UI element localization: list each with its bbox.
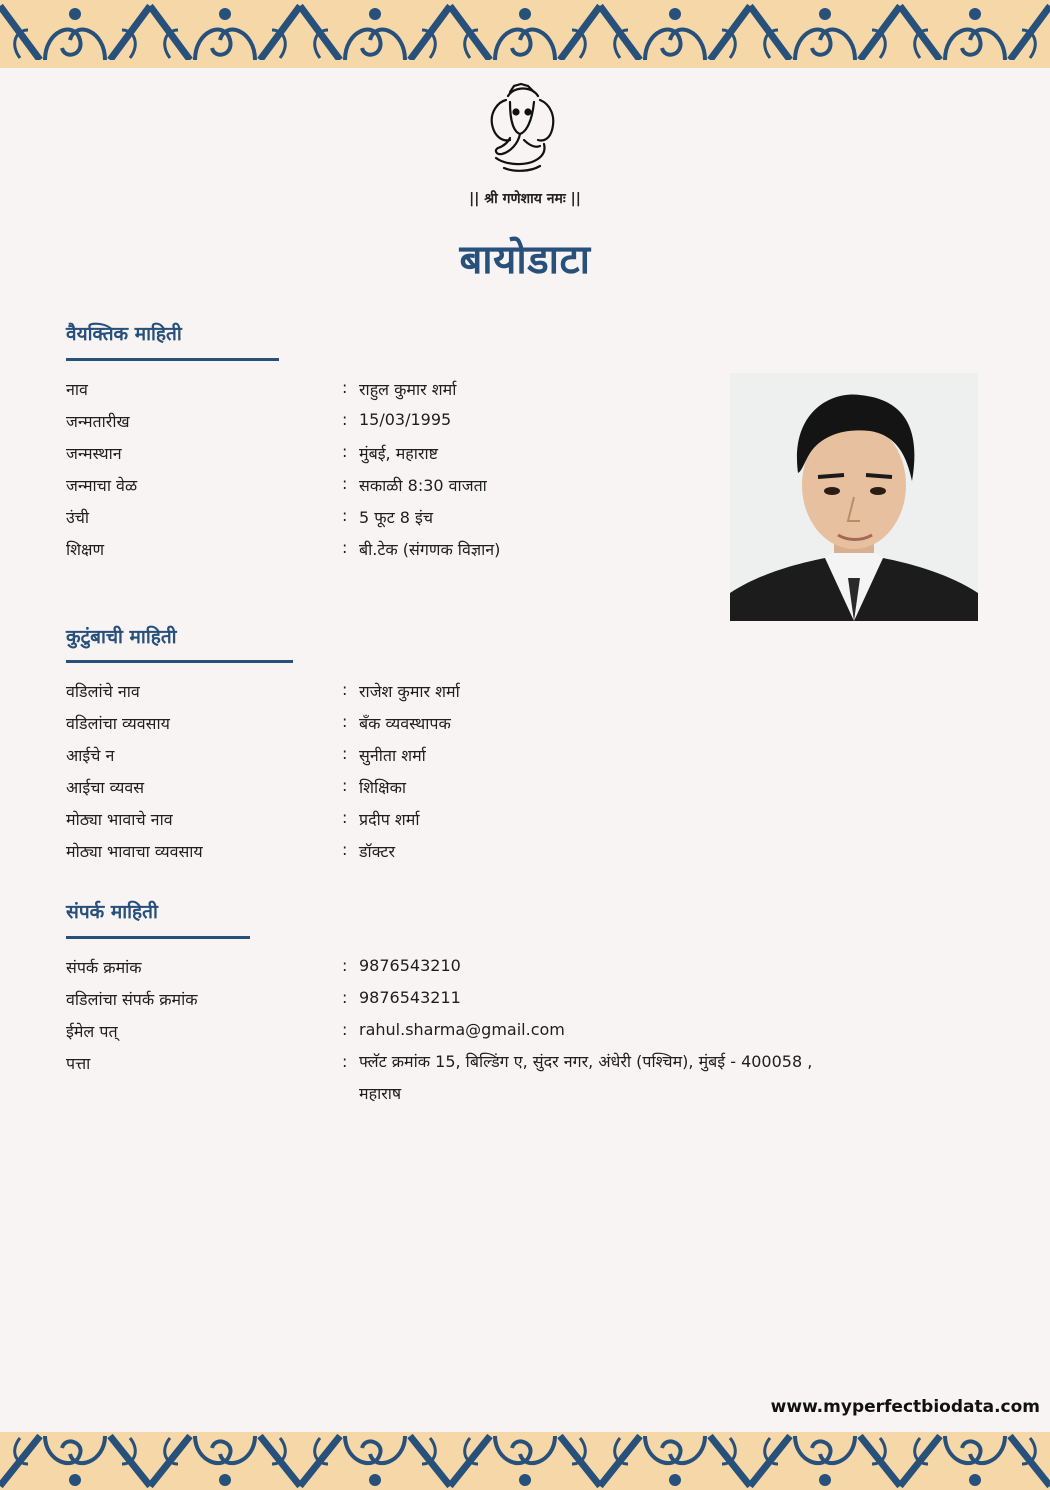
- row-separator: :: [342, 988, 348, 1007]
- section-heading-personal: वैयक्तिक माहिती: [66, 323, 182, 345]
- info-row: [0, 1052, 1050, 1116]
- section-heading-family: कुटुंबाची माहिती: [66, 626, 177, 648]
- row-value: 9876543211: [359, 988, 461, 1007]
- invocation-text: || श्री गणेशाय नमः ||: [469, 191, 581, 207]
- row-label: संपर्क क्रमांक: [66, 958, 142, 977]
- bottom-decorative-border: [0, 1432, 1050, 1490]
- row-value: राहुल कुमार शर्मा: [359, 380, 457, 399]
- row-label: जन्मस्थान: [66, 444, 122, 463]
- row-separator: :: [342, 538, 348, 557]
- row-value: शिक्षिका: [359, 778, 407, 797]
- row-separator: :: [342, 808, 348, 827]
- row-separator: :: [342, 744, 348, 763]
- info-row: [0, 840, 1050, 870]
- row-value: 5 फूट 8 इंच: [359, 508, 434, 527]
- section-underline-contact: [66, 936, 250, 939]
- row-value: मुंबई, महाराष्ट: [359, 444, 438, 463]
- row-label: शिक्षण: [66, 540, 105, 559]
- section-underline-family: [66, 660, 293, 663]
- row-label: मोठ्या भावाचा व्यवसाय: [66, 842, 203, 861]
- row-label: ईमेल पत्: [66, 1022, 118, 1041]
- row-value: rahul.sharma@gmail.com: [359, 1020, 565, 1039]
- row-separator: :: [342, 1052, 348, 1071]
- row-label: वडिलांचा संपर्क क्रमांक: [66, 990, 198, 1009]
- row-label: वडिलांचे नाव: [66, 682, 140, 701]
- row-separator: :: [342, 506, 348, 525]
- info-row: [0, 988, 1050, 1018]
- row-separator: :: [342, 442, 348, 461]
- row-label: मोठ्या भावाचे नाव: [66, 810, 173, 829]
- row-value: सकाळी 8:30 वाजता: [359, 476, 487, 495]
- info-row: [0, 776, 1050, 806]
- row-value: बँक व्यवस्थापक: [359, 714, 451, 733]
- website-link[interactable]: www.myperfectbiodata.com: [770, 1397, 1040, 1417]
- ganesha-icon: [480, 82, 562, 174]
- top-decorative-border: [0, 0, 1050, 68]
- info-row: [0, 712, 1050, 742]
- row-label: आईचे न: [66, 746, 115, 765]
- row-value: बी.टेक (संगणक विज्ञान): [359, 540, 501, 559]
- row-label: वडिलांचा व्यवसाय: [66, 714, 170, 733]
- row-value: राजेश कुमार शर्मा: [359, 682, 460, 701]
- row-label: उंची: [66, 508, 90, 527]
- row-separator: :: [342, 1020, 348, 1039]
- row-separator: :: [342, 840, 348, 859]
- row-label: पत्ता: [66, 1054, 91, 1073]
- row-label: जन्मतारीख: [66, 412, 130, 431]
- row-separator: :: [342, 712, 348, 731]
- row-value: डॉक्टर: [359, 842, 396, 861]
- profile-photo: [730, 373, 978, 621]
- row-label: नाव: [66, 380, 88, 399]
- info-row: [0, 744, 1050, 774]
- row-label: आईचा व्यवस: [66, 778, 145, 797]
- section-heading-contact: संपर्क माहिती: [66, 901, 158, 923]
- row-value: प्रदीप शर्मा: [359, 810, 420, 829]
- row-separator: :: [342, 776, 348, 795]
- row-separator: :: [342, 474, 348, 493]
- row-separator: :: [342, 378, 348, 397]
- section-underline-personal: [66, 358, 279, 361]
- info-row: [0, 680, 1050, 710]
- row-separator: :: [342, 956, 348, 975]
- row-separator: :: [342, 680, 348, 699]
- info-row: [0, 956, 1050, 986]
- row-value: 15/03/1995: [359, 410, 452, 429]
- row-value: सुनीता शर्मा: [359, 746, 426, 765]
- page-title: बायोडाटा: [459, 237, 591, 283]
- row-value: 9876543210: [359, 956, 461, 975]
- row-separator: :: [342, 410, 348, 429]
- row-value: फ्लॅट क्रमांक 15, बिल्डिंग ए, सुंदर नगर, अंधेरी (पश्चिम), मुंबई - 400058 , महाराष: [359, 1052, 813, 1103]
- row-label: जन्माचा वेळ: [66, 476, 138, 495]
- info-row: [0, 808, 1050, 838]
